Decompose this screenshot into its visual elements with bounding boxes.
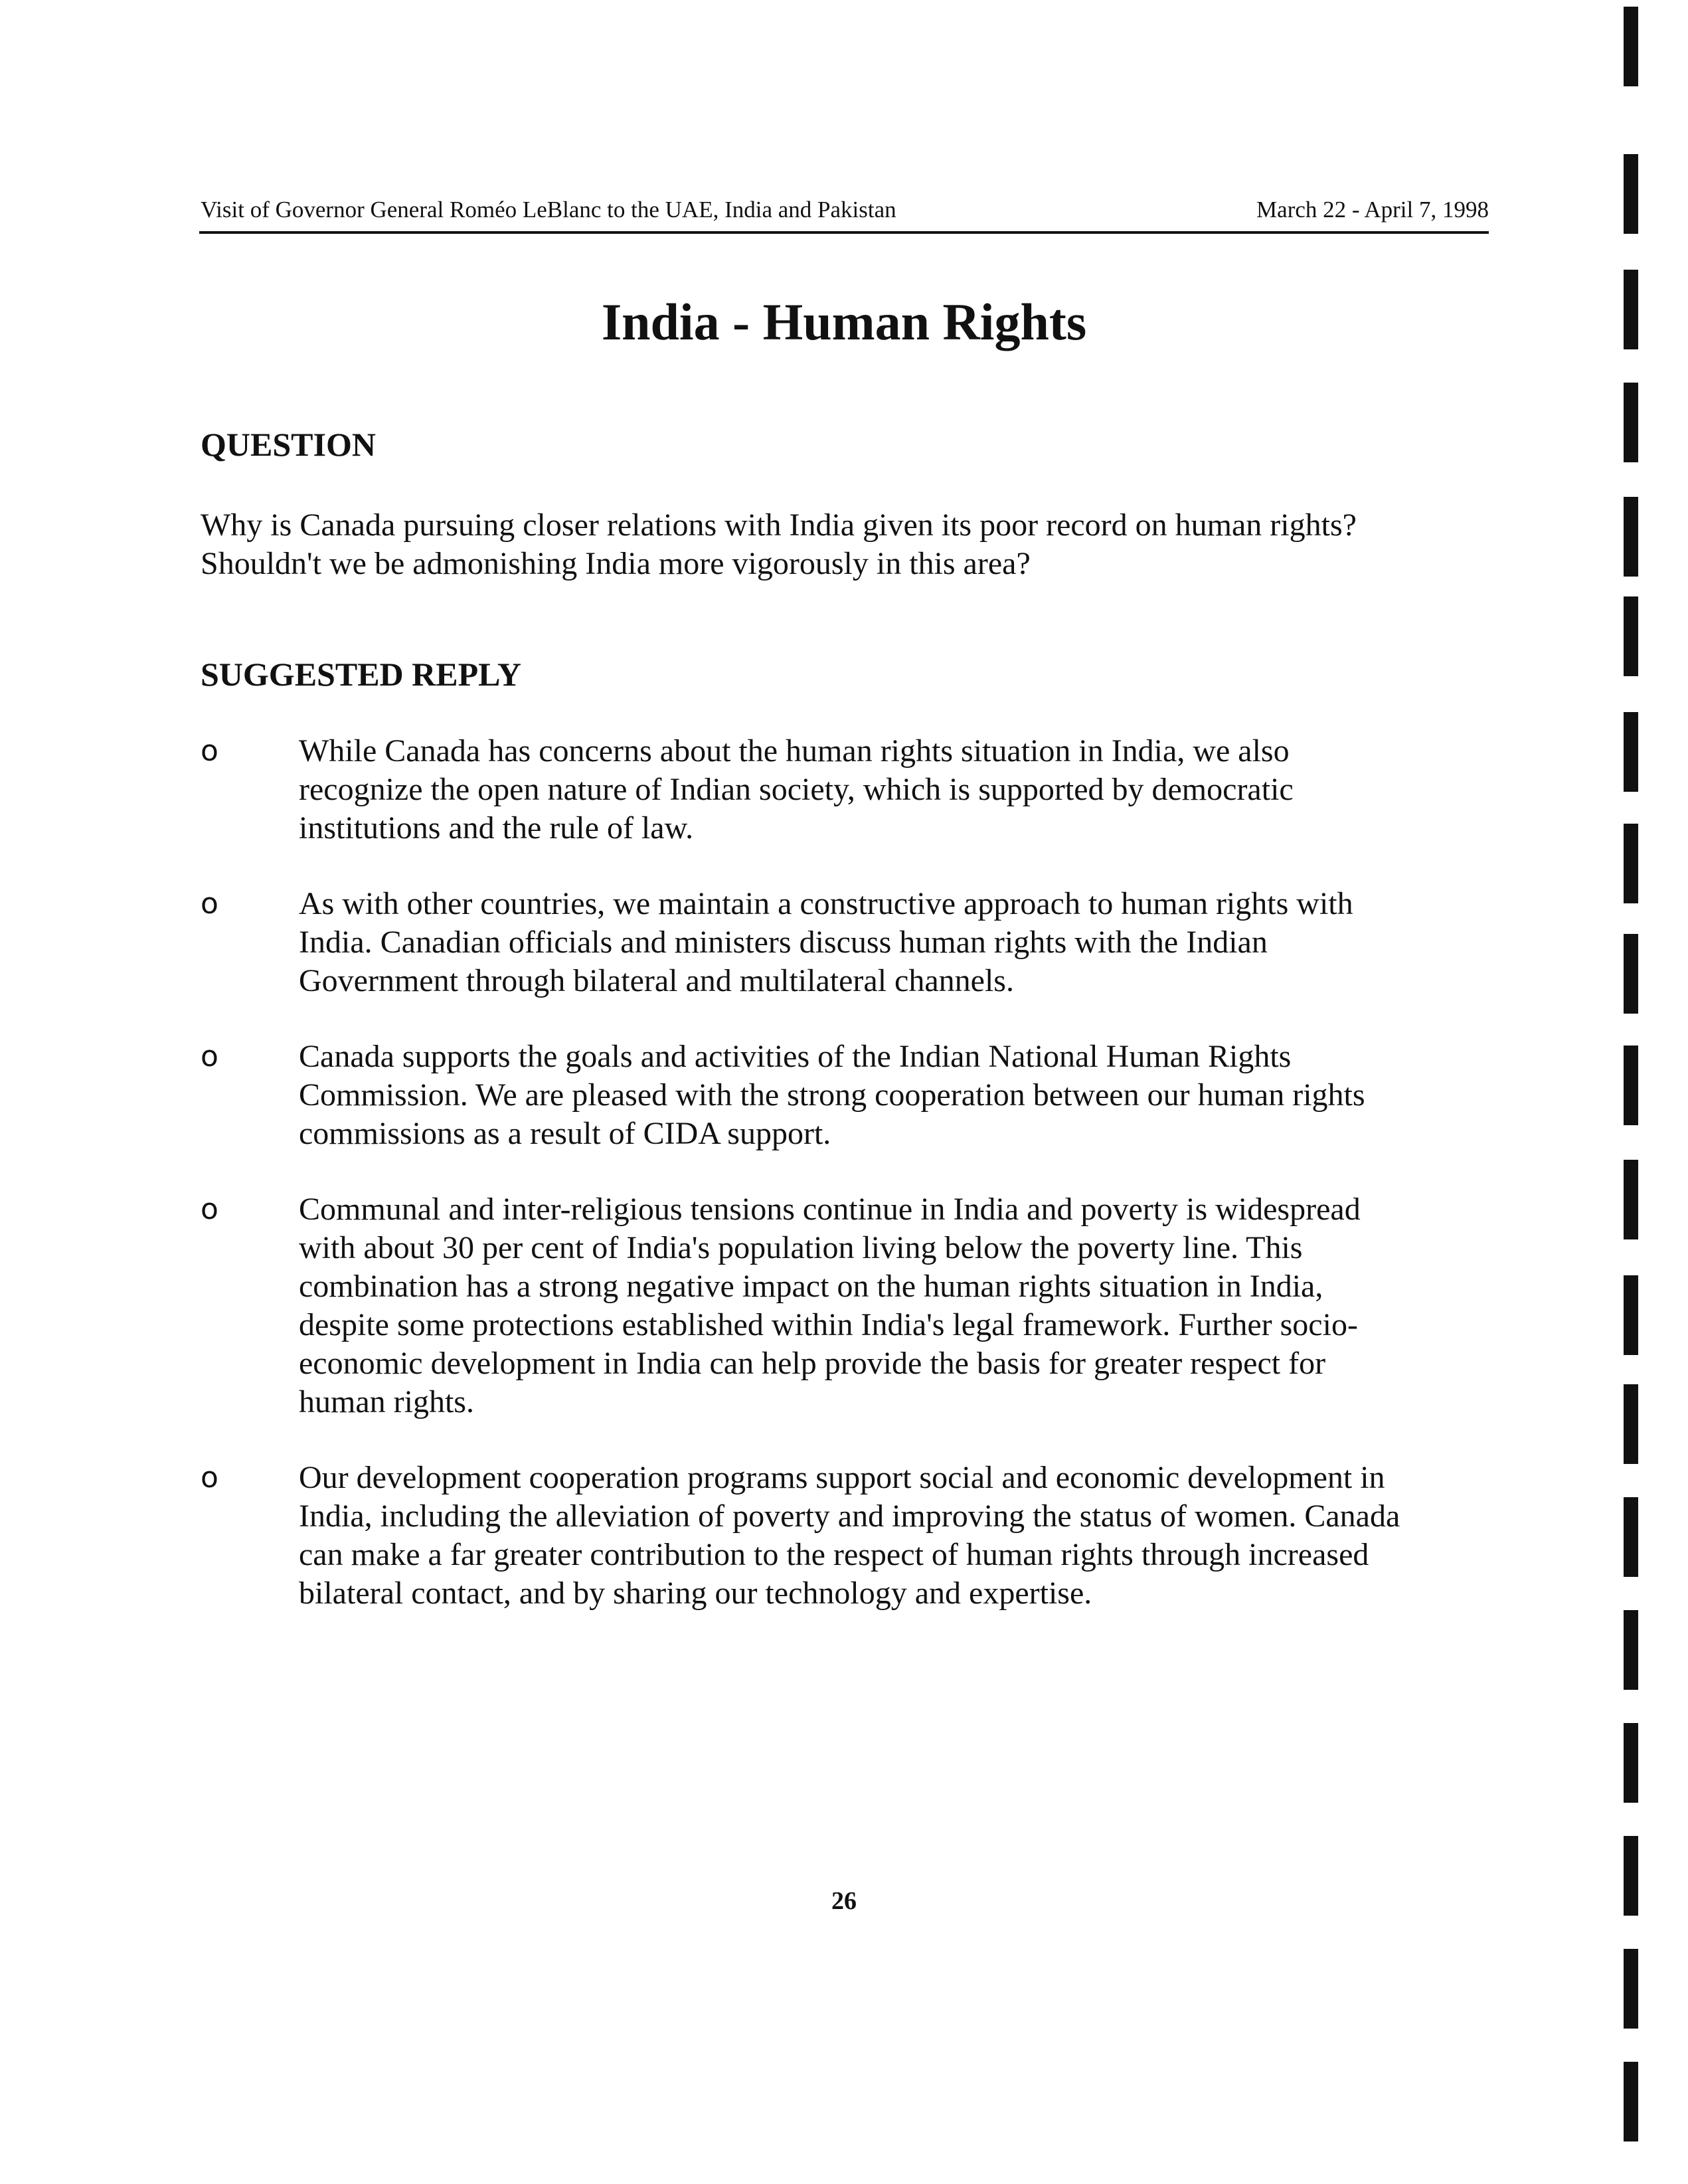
binding-mark: [1624, 154, 1638, 234]
bullet-circle-icon: o: [201, 887, 218, 921]
page-number: 26: [831, 1887, 857, 1915]
list-item: [201, 1190, 1502, 1421]
question-heading: QUESTION: [201, 426, 376, 463]
bullet-line: Government through bilateral and multilateral channels.: [299, 963, 1014, 998]
bullet-line: India, including the alleviation of poverty and improving the status of women. Canada: [299, 1499, 1400, 1534]
binding-mark: [1624, 1275, 1638, 1355]
list-item: [201, 1038, 1502, 1153]
bullet-line: India. Canadian officials and ministers discuss human rights with the Indian: [299, 925, 1268, 960]
bullet-line: Our development cooperation programs support social and economic development in: [299, 1460, 1385, 1495]
bullet-line: While Canada has concerns about the human rights situation in India, we also: [299, 733, 1290, 769]
bullet-line: economic development in India can help provide the basis for greater respect for: [299, 1346, 1326, 1381]
bullet-line: Communal and inter-religious tensions continue in India and poverty is widespread: [299, 1192, 1361, 1227]
binding-mark: [1624, 1610, 1638, 1690]
bullet-text: [299, 885, 1502, 1000]
binding-mark: [1624, 7, 1638, 86]
bullet-text: [299, 1038, 1502, 1153]
bullet-circle-icon: o: [201, 1461, 218, 1495]
bullet-line: with about 30 per cent of India's population living below the poverty line. This: [299, 1230, 1303, 1265]
list-item: [201, 1459, 1502, 1613]
bullet-line: Commission. We are pleased with the strong cooperation between our human rights: [299, 1077, 1365, 1113]
bullet-line: human rights.: [299, 1384, 474, 1419]
bullet-circle-icon: o: [201, 1040, 218, 1073]
question-line: Why is Canada pursuing closer relations with India given its poor record on human rights?: [201, 507, 1357, 543]
bullet-line: can make a far greater contribution to the respect of human rights through increased: [299, 1537, 1369, 1572]
header-date-range: March 22 - April 7, 1998: [1256, 197, 1489, 223]
binding-mark: [1624, 383, 1638, 462]
bullet-circle-icon: o: [201, 1192, 218, 1226]
binding-mark: [1624, 1949, 1638, 2029]
binding-mark: [1624, 1160, 1638, 1239]
binding-mark: [1624, 824, 1638, 903]
header-trip-title: Visit of Governor General Roméo LeBlanc to the UAE, India and Pakistan: [201, 197, 896, 223]
bullet-line: despite some protections established within India's legal framework. Further socio-: [299, 1307, 1358, 1342]
page-title: India - Human Rights: [601, 293, 1087, 351]
binding-mark: [1624, 1046, 1638, 1125]
question-text: [201, 506, 1529, 583]
bullet-text: [299, 1459, 1502, 1613]
binding-mark: [1624, 712, 1638, 792]
bullet-text: [299, 732, 1502, 848]
question-line: Shouldn't we be admonishing India more vigorously in this area?: [201, 546, 1031, 581]
bullet-line: bilateral contact, and by sharing our technology and expertise.: [299, 1576, 1092, 1611]
bullet-line: commissions as a result of CIDA support.: [299, 1116, 831, 1151]
binding-mark: [1624, 934, 1638, 1014]
suggested-reply-heading: SUGGESTED REPLY: [201, 656, 522, 693]
binding-mark: [1624, 270, 1638, 349]
header-divider: [199, 231, 1489, 234]
binding-mark: [1624, 1497, 1638, 1577]
bullet-line: Canada supports the goals and activities of the Indian National Human Rights: [299, 1039, 1292, 1074]
binding-mark: [1624, 596, 1638, 676]
binding-mark: [1624, 1723, 1638, 1803]
binding-mark: [1624, 1836, 1638, 1916]
bullet-line: institutions and the rule of law.: [299, 810, 694, 846]
list-item: [201, 732, 1502, 848]
binding-mark: [1624, 1384, 1638, 1464]
binding-mark: [1624, 497, 1638, 577]
bullet-circle-icon: o: [201, 734, 218, 768]
bullet-line: combination has a strong negative impact on the human rights situation in India,: [299, 1269, 1323, 1304]
binding-mark: [1624, 2062, 1638, 2141]
list-item: [201, 885, 1502, 1000]
bullet-line: As with other countries, we maintain a constructive approach to human rights with: [299, 886, 1353, 921]
reply-bullet-list: [201, 732, 1502, 1650]
bullet-text: [299, 1190, 1502, 1421]
bullet-line: recognize the open nature of Indian society, which is supported by democratic: [299, 772, 1294, 807]
